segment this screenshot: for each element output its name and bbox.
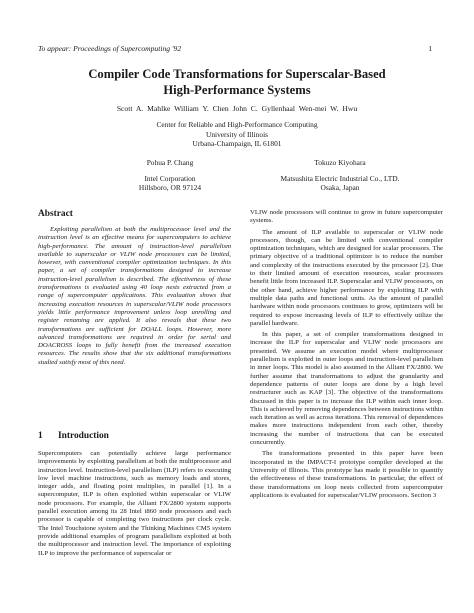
- body-paragraph: In this paper, a set of compiler transformations designed to increase the ILP for superscalar and VLIW node processors are presented. We assume an execution model where multiprocessor parallelism is exploited in outer loops and instruction-level parallelism in inner loops. This model is also assumed in the Alliant FX/2800. We further assume that transformations to adjust the granularity and dependence patterns of outer loops are done by a high level restructurer such as KAP [3]. The objective of the transformations discussed in this paper is to increase the ILP within each inner loop. This is achieved by removing dependences between instructions within each iteration as well as across iterations. This removal of dependences makes more instructions independent from each other, thereby increasing the number of instructions that can be executed concurrently.: [250, 331, 443, 447]
- section-number: 1: [38, 431, 43, 441]
- abstract-body: [38, 226, 231, 367]
- right-column: [250, 209, 443, 500]
- abstract-text: Exploiting parallelism at both the multiprocessor level and the instruction level is an effective means for supercomputers to achieve high-performance. The amount of instruction-level parallelism available to superscalar or VLIW node processors can be limited, however, with conventional compiler optimization techniques. In this paper, a set of compiler transformations designed to increase instruction-level parallelism is described. The effectiveness of these transformations is evaluated using 40 loop nests extracted from a range of supercomputer applications. This evaluation shows that increasing execution resources in superscalar/VLIW node processors yields little performance improvement unless loop unrolling and register renaming are applied. It also reveals that these two transformations are sufficient for DOALL loops. However, more advanced transformations are required in order for serial and DOACROSS loops to fully benefit from the increased execution resources. The results show that the six additional transformations studied satisfy most of this need.: [38, 226, 231, 366]
- running-head-text: To appear: Proceedings of Supercomputing '92: [38, 44, 182, 53]
- introduction-body: [38, 450, 231, 558]
- body-paragraph: The amount of ILP available to superscalar or VLIW node processors, though, can be limited with conventional compiler optimization techniques, which are designed for scalar processors. The primary objective of a traditional optimizer is to reduce the number and complexity of the instructions executed by the processor [2]. Due to their limited amount of execution resources, scalar processors benefit little from increased ILP. Superscalar and VLIW processors, on the other hand, achieve higher performance by exploiting ILP with multiple data paths and functional units. As the amount of parallel hardware within node processors continues to grow, optimizers will be required to expose increasing levels of ILP to effectively utilize the parallel hardware.: [250, 228, 443, 327]
- page-number: 1: [428, 44, 432, 53]
- author-city: Hillsboro, OR 97124: [138, 183, 202, 193]
- author-organization: Matsushita Electric Industrial Co., LTD.: [280, 173, 400, 183]
- author-city: Osaka, Japan: [320, 183, 360, 193]
- author-organization: Intel Corporation: [144, 173, 196, 183]
- introduction-paragraph: Supercomputers can potentially achieve large performance improvements by exploiting parallelism at both the multiprocessor and instruction level. Instruction-level parallelism (ILP) refers to executing low level machine instructions, such as memory loads and stores, integer adds, and floating point multiplies, in parallel [1]. In a supercomputer, ILP is often exploited within superscalar or VLIW node processors. For example, the Alliant FX/2800 system supports parallel execution among its 28 Intel i860 node processors and each processor is capable of completing two instructions per clock cycle. The Intel Touchstone system and the Thinking Machines CM5 system provide additional examples of program parallelism exploited at both the multiprocessor and instruction level. The importance of exploiting ILP to improve the performance of superscalar or: [38, 450, 231, 557]
- main-affiliation: [40, 120, 434, 149]
- title-line: Compiler Code Transformations for Superscalar-Based: [88, 67, 386, 81]
- running-head: [38, 44, 432, 53]
- author-block-left: [100, 158, 240, 193]
- body-paragraph: VLIW node processors will continue to grow in future supercomputer systems.: [250, 209, 443, 225]
- affiliation-line: University of Illinois: [206, 129, 268, 139]
- author-name: Pohua P. Chang: [146, 158, 194, 167]
- affiliation-line: Center for Reliable and High-Performance Computing: [156, 120, 318, 129]
- section-title: Introduction: [58, 431, 109, 441]
- author-name: Tokuzo Kiyohara: [314, 158, 366, 167]
- affiliation-line: Urbana-Champaign, IL 61801: [192, 139, 282, 149]
- abstract-heading: Abstract: [38, 209, 73, 219]
- author-block-right: [240, 158, 440, 193]
- paper-title: [40, 66, 434, 98]
- section-heading-introduction: [38, 431, 109, 441]
- body-paragraph: The transformations presented in this paper have been incorporated in the IMPACT-I prototype compiler developed at the University of Illinois. This prototype has made it possible to quantify the effectiveness of these transformations. In particular, the effect of these transformations on loop nests collected from supercomputer applications is evaluated for superscalar/VLIW processors. Section 3: [250, 450, 443, 499]
- title-line: High-Performance Systems: [163, 83, 311, 97]
- author-list: Scott A. Mahlke William Y. Chen John C. Gyllenhaal Wen-mei W. Hwu: [116, 104, 358, 113]
